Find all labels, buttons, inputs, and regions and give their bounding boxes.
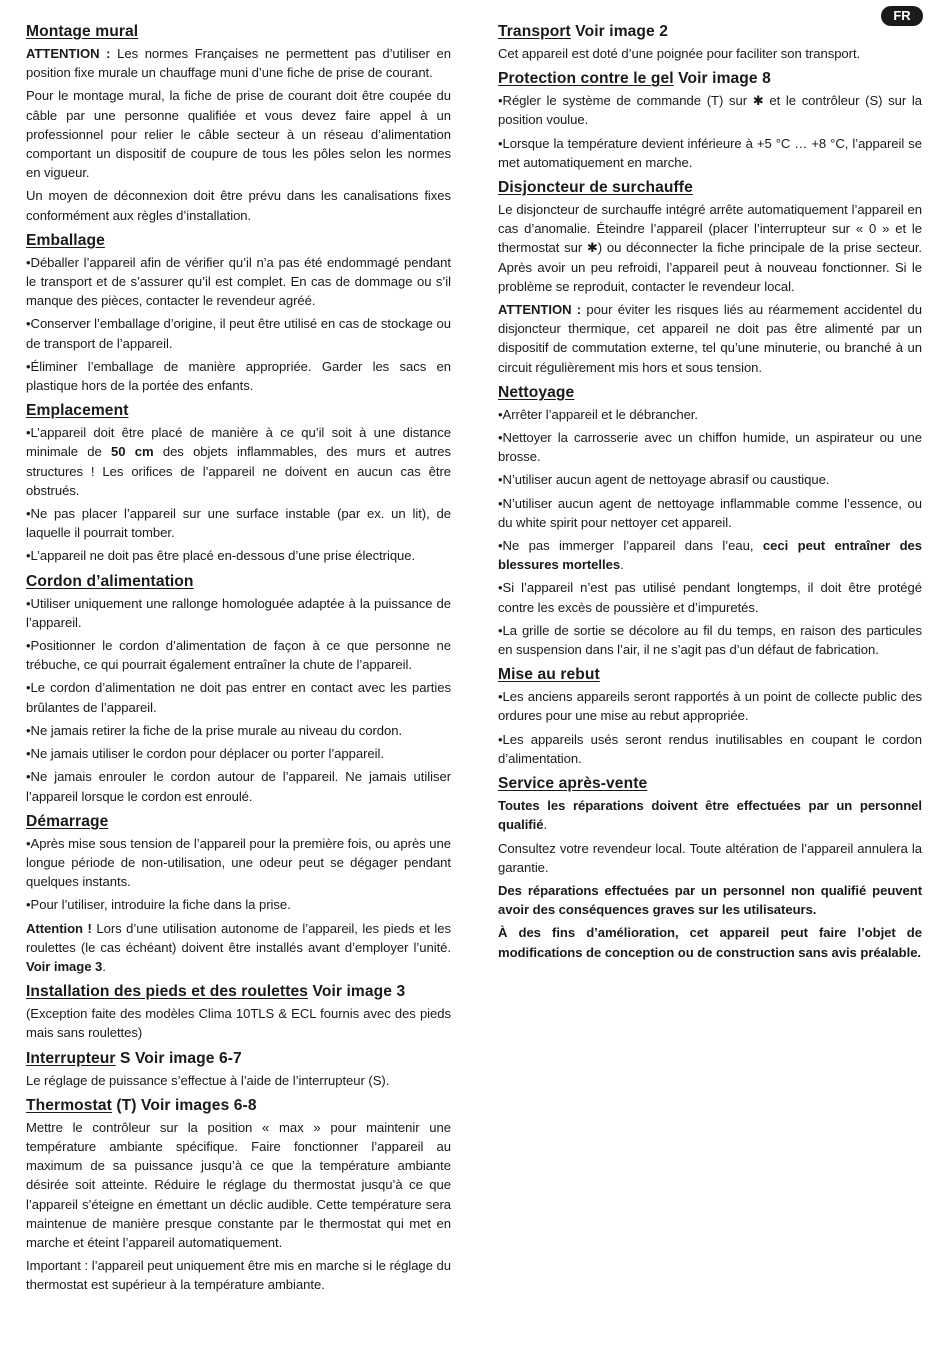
list-item: •La grille de sortie se décolore au fil du temps, en raison des particules en suspension dans l’air, il ne s’agit pas d’un défaut de fabrication. bbox=[498, 622, 922, 658]
section-title: Interrupteur S Voir image 6-7 bbox=[26, 1049, 242, 1067]
section-title: Nettoyage bbox=[498, 383, 575, 401]
paragraph: Des réparations effectuées par un personnel non qualifié peuvent avoir des conséquences graves sur les utilisateurs. bbox=[498, 882, 922, 918]
list-item: •Éliminer l’emballage de manière appropriée. Garder les sacs en plastique hors de la portée des enfants. bbox=[26, 358, 451, 394]
section-cordon bbox=[26, 572, 451, 806]
section-protection-gel bbox=[498, 69, 922, 172]
list-item: •Nettoyer la carrosserie avec un chiffon humide, un aspirateur ou une brosse. bbox=[498, 430, 922, 465]
section-title: Mise au rebut bbox=[498, 666, 600, 684]
section-installation bbox=[26, 982, 451, 1042]
list-item: •Conserver l’emballage d’origine, il peut être utilisé en cas de stockage ou de transport de l’appareil. bbox=[26, 316, 451, 351]
section-nettoyage bbox=[498, 383, 922, 659]
list-item: •Ne jamais utiliser le cordon pour déplacer ou porter l’appareil. bbox=[26, 746, 384, 762]
list-item: •Les anciens appareils seront rapportés à un point de collecte public des ordures pour une mise au rebut appropriée. bbox=[498, 689, 922, 724]
paragraph: Attention ! Lors d’une utilisation autonome de l’appareil, les pieds et les roulettes (le cas échéant) doivent être installés avant d’employer l’unité. Voir image 3. bbox=[26, 920, 451, 974]
list-item: •Positionner le cordon d’alimentation de façon à ce que personne ne trébuche, ce qui pourrait également entraîner la chute de l’appareil. bbox=[26, 638, 451, 673]
paragraph: Mettre le contrôleur sur la position « max » pour maintenir une température ambiante spécifique. Faire fonctionner l’appareil au maximum de sa puissance jusqu’à ce que la température ambiante désirée soit atteinte. Réduire le réglage du thermostat jusqu’à ce que l’appareil s’éteigne en émettant un déclic audible. Cette température sera maintenue de manière presque constante par le thermostat qui met en marche et éteint l’appareil automatiquement. bbox=[26, 1119, 451, 1250]
section-emballage bbox=[26, 231, 451, 395]
section-title: Transport Voir image 2 bbox=[498, 23, 669, 40]
paragraph: Toutes les réparations doivent être effectuées par un personnel qualifié. bbox=[498, 798, 922, 833]
section-title: Protection contre le gel Voir image 8 bbox=[498, 70, 771, 88]
paragraph: Un moyen de déconnexion doit être prévu dans les canalisations fixes conformément aux règles d’installation. bbox=[26, 188, 451, 223]
section-title: Emballage bbox=[26, 231, 105, 249]
right-column bbox=[498, 22, 922, 968]
list-item: •Déballer l’appareil afin de vérifier qu’il n’a pas été endommagé pendant le transport et de s’assurer qu’il est complet. En cas de dommage ou s’il manque des pièces, contacter le revendeur agréé. bbox=[26, 254, 451, 309]
paragraph: Le disjoncteur de surchauffe intégré arrête automatiquement l’appareil en cas d’anomalie. Éteindre l’appareil (placer l’interrupteur sur « 0 » et le thermostat sur ✱) ou déconnecter la fiche principale de la prise secteur. Après avoir un peu refroidi, l’appareil peut à nouveau fonctionner. Si le problème se reproduit, contacter le revendeur local. bbox=[498, 202, 922, 294]
paragraph: ATTENTION : pour éviter les risques liés au réarmement accidentel du disjoncteur thermique, cet appareil ne doit pas être alimenté par un dispositif de commutation externe, tel qu’une minuterie, ou branché à un circuit régulièrement mis hors et sous tension. bbox=[498, 302, 922, 375]
list-item: •Après mise sous tension de l’appareil pour la première fois, ou après une longue période de non-utilisation, une odeur peut se dégager pendant quelques instants. bbox=[26, 835, 451, 890]
list-item: •Lorsque la température devient inférieure à +5 °C … +8 °C, l’appareil se met automatiquement en marche. bbox=[498, 135, 922, 170]
list-item: •Les appareils usés seront rendus inutilisables en coupant le cordon d’alimentation. bbox=[498, 731, 922, 766]
section-mise-au-rebut bbox=[498, 665, 922, 768]
list-item: •Ne jamais enrouler le cordon autour de l’appareil. Ne jamais utiliser l’appareil lorsque le cordon est enroulé. bbox=[26, 769, 451, 804]
section-thermostat bbox=[26, 1096, 451, 1295]
paragraph: Le réglage de puissance s’effectue à l’aide de l’interrupteur (S). bbox=[26, 1072, 390, 1088]
list-item: •N’utiliser aucun agent de nettoyage inflammable comme l’essence, ou du white spirit pour nettoyer cet appareil. bbox=[498, 495, 922, 530]
list-item: •Le cordon d’alimentation ne doit pas entrer en contact avec les parties brûlantes de l’appareil. bbox=[26, 680, 451, 715]
section-title: Montage mural bbox=[26, 23, 139, 40]
list-item: •Ne pas immerger l’appareil dans l’eau, ceci peut entraîner des blessures mortelles. bbox=[498, 538, 923, 573]
list-item: •L’appareil ne doit pas être placé en-dessous d’une prise électrique. bbox=[26, 548, 416, 564]
section-title: Service après-vente bbox=[498, 775, 648, 793]
section-emplacement bbox=[26, 401, 451, 565]
paragraph: (Exception faite des modèles Clima 10TLS & ECL fournis avec des pieds mais sans roulettes) bbox=[26, 1006, 451, 1041]
paragraph: ATTENTION : Les normes Françaises ne permettent pas d’utiliser en position fixe murale un chauffage muni d’une fiche de prise de courant. bbox=[26, 46, 451, 81]
section-title: Disjoncteur de surchauffe bbox=[498, 179, 693, 197]
section-disjoncteur bbox=[498, 178, 922, 377]
paragraph: Cet appareil est doté d’une poignée pour faciliter son transport. bbox=[498, 46, 861, 61]
list-item: •Arrêter l’appareil et le débrancher. bbox=[498, 406, 698, 422]
section-service-apres-vente bbox=[498, 774, 922, 962]
list-item: •Pour l’utiliser, introduire la fiche dans la prise. bbox=[26, 897, 291, 913]
paragraph: Consultez votre revendeur local. Toute altération de l’appareil annulera la garantie. bbox=[498, 840, 922, 875]
left-column bbox=[26, 22, 451, 1301]
section-title: Installation des pieds et des roulettes Voir image 3 bbox=[26, 983, 406, 1001]
section-interrupteur bbox=[26, 1049, 451, 1090]
section-transport bbox=[498, 22, 922, 63]
section-title: Emplacement bbox=[26, 402, 129, 420]
section-demarrage bbox=[26, 812, 451, 976]
list-item: •Utiliser uniquement une rallonge homologuée adaptée à la puissance de l’appareil. bbox=[26, 595, 451, 630]
section-title: Thermostat (T) Voir images 6-8 bbox=[26, 1096, 257, 1114]
paragraph: À des fins d’amélioration, cet appareil peut faire l’objet de modifications de conception ou de construction sans avis préalable. bbox=[498, 925, 922, 960]
section-title: Cordon d’alimentation bbox=[26, 572, 194, 590]
section-title: Démarrage bbox=[26, 812, 109, 830]
list-item: •N’utiliser aucun agent de nettoyage abrasif ou caustique. bbox=[498, 472, 830, 488]
list-item: •Ne pas placer l’appareil sur une surface instable (par ex. un lit), de laquelle il pourrait tomber. bbox=[26, 506, 451, 541]
list-item: •Régler le système de commande (T) sur ✱ et le contrôleur (S) sur la position voulue. bbox=[498, 93, 922, 128]
list-item: •L’appareil doit être placé de manière à ce qu’il soit à une distance minimale de 50 cm des objets inflammables, des murs et autres structures ! Les orifices de l’appareil ne doivent en aucun cas être obstrués. bbox=[26, 425, 451, 498]
paragraph: Important : l’appareil peut uniquement être mis en marche si le réglage du thermostat est supérieur à la température ambiante. bbox=[26, 1258, 451, 1293]
paragraph: Pour le montage mural, la fiche de prise de courant doit être coupée du câble par une personne qualifiée et vous devez faire appel à un professionnel pour relier le câble secteur à un réseau d’alimentation comportant un dispositif de coupure de tous les pôles selon les normes en vigueur. bbox=[26, 88, 451, 181]
list-item: •Ne jamais retirer la fiche de la prise murale au niveau du cordon. bbox=[26, 722, 403, 738]
section-montage-mural bbox=[26, 22, 451, 225]
list-item: •Si l’appareil n’est pas utilisé pendant longtemps, il doit être protégé contre les excès de poussière et d’impuretés. bbox=[498, 580, 922, 615]
language-badge: FR bbox=[881, 6, 923, 26]
